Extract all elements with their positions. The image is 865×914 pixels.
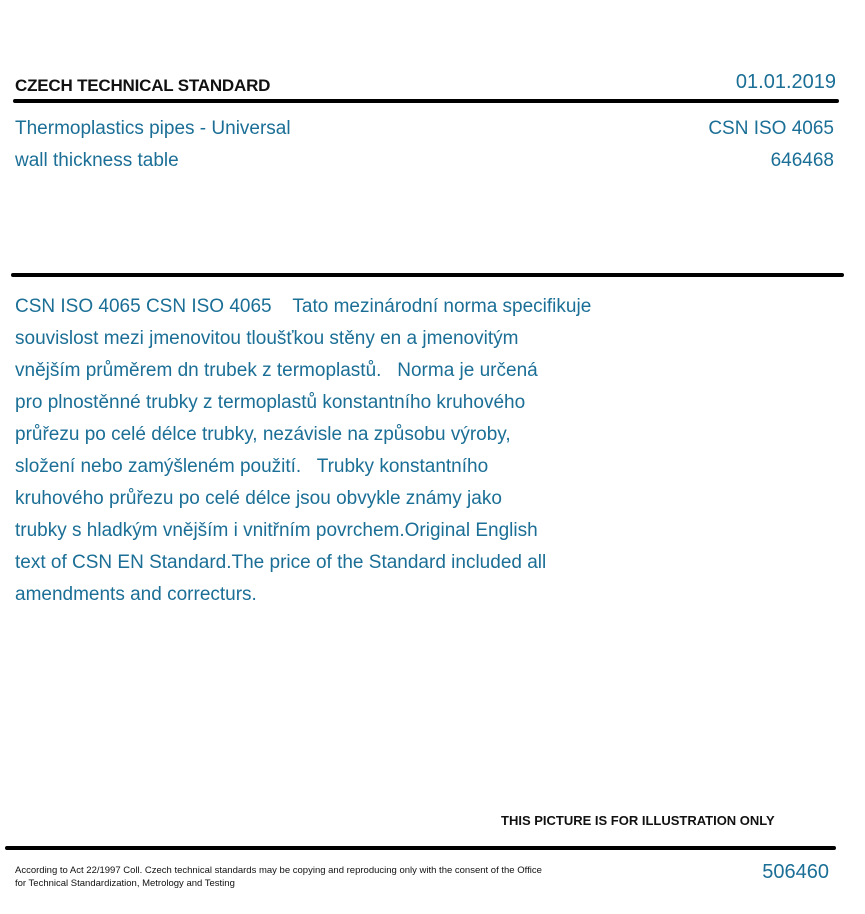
document-type-label: CZECH TECHNICAL STANDARD (15, 76, 271, 95)
legal-notice (15, 864, 542, 890)
standard-code: CSN ISO 4065 (708, 118, 834, 139)
description-line: vnějším průměrem dn trubek z termoplastů. Norma je určená (15, 360, 538, 381)
catalog-number: 646468 (770, 150, 834, 171)
title-divider (11, 273, 844, 277)
description-text (15, 291, 591, 611)
description-line: amendments and correcturs. (15, 584, 257, 605)
description-line: pro plnostěnné trubky z termoplastů konstantního kruhového (15, 392, 526, 413)
legal-notice-line: According to Act 22/1997 Coll. Czech technical standards may be copying and reproducing only with the consent of the Office (15, 865, 542, 876)
description-line: trubky s hladkým vnějším i vnitřním povrchem.Original English (15, 520, 538, 541)
standard-title-line-2: wall thickness table (15, 150, 179, 171)
header-divider (13, 99, 839, 103)
description-line: kruhového průřezu po celé délce jsou obvykle známy jako (15, 488, 502, 509)
description-line: složení nebo zamýšleném použití. Trubky konstantního (15, 456, 489, 477)
illustration-note: THIS PICTURE IS FOR ILLUSTRATION ONLY (501, 813, 775, 828)
footer-divider (5, 846, 836, 850)
publication-date: 01.01.2019 (735, 71, 836, 93)
description-line: souvislost mezi jmenovitou tloušťkou stěny en a jmenovitým (15, 328, 519, 349)
description-line: průřezu po celé délce trubky, nezávisle na způsobu výroby, (15, 424, 511, 445)
standard-title-line-1: Thermoplastics pipes - Universal (15, 118, 291, 139)
legal-notice-line: for Technical Standardization, Metrology and Testing (15, 878, 235, 889)
description-line: CSN ISO 4065 CSN ISO 4065 Tato mezinárodní norma specifikuje (15, 296, 592, 317)
footer-number: 506460 (762, 861, 829, 883)
description-line: text of CSN EN Standard.The price of the Standard included all (15, 552, 547, 573)
